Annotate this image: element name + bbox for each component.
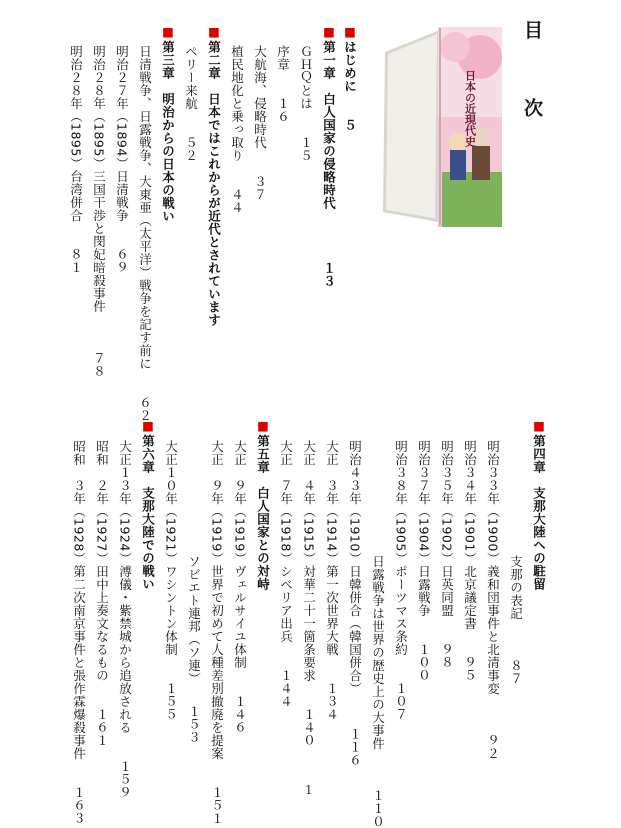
chapter-marker-icon: ■ [160,24,176,40]
toc-entry: 日露戦争は世界の歴史上の大事件 １１０ [370,555,386,828]
chapter-marker-icon: ■ [140,418,156,434]
toc-entry: 支那の表記 ８７ [508,555,524,685]
toc-entry: 大正 ９年（1919）ヴェルサイユ体制 １４６ [232,440,248,734]
toc-entry: ■第四章 支那大陸への駐留 [531,418,547,591]
toc-entry: 昭和 ３年（1928）第二次南京事件と張作霖爆殺事件 １６３ [71,440,87,825]
toc-entry: 大正 ３年（1914）第一次世界大戦 １３４ [324,440,340,721]
toc-entry: 日清戦争、日露戦争、大東亜（太平洋）戦争を記す前に ６２ [137,45,153,422]
page-title: 目 次 [521,20,543,143]
toc-entry: ■はじめに ５ [342,24,358,132]
toc-entry: 明治３３年（1900）義和団事件と北清事変 ９２ [485,440,501,760]
toc-entry: ■第六章 支那大陸での戦い [140,418,156,591]
toc-entry: 明治２８年（1895）三国干渉と閔妃暗殺事件 ７８ [91,45,107,378]
toc-entry: 明治３５年（1902）日英同盟 ９８ [439,440,455,669]
toc-entry: 大正 ９年（1919）世界で初めて人種差別撤廃を提案 １５１ [209,440,225,825]
chapter-marker-icon: ■ [206,24,222,40]
toc-entry: 明治３７年（1904）日露戦争 １００ [416,440,432,682]
toc-entry: ■第五章 白人国家との対峙 [255,418,271,591]
toc-entry: 大正１０年（1921）ワシントン体制 １５５ [163,440,179,721]
toc-entry: ＧＨＱとは １５ [298,45,314,162]
toc-entry: 大正 ７年（1918）シベリア出兵 １４４ [278,440,294,708]
toc-entry: ■第一章 白人国家の侵略時代 １３ [321,24,337,288]
chapter-marker-icon: ■ [321,24,337,40]
toc-entry: 大正 ４年（1915）対華二十一箇条要求 １４０ [301,440,317,747]
toc-entry: 明治３８年（1905）ポーツマス条約 １０７ [393,440,409,721]
book-cover-image [380,22,505,232]
toc-entry: 大正１３年（1924）溥儀・紫禁城から追放される １５９ [117,440,133,799]
toc-entry: ■第三章 明治からの日本の戦い [160,24,176,223]
chapter-marker-icon: ■ [342,24,358,40]
toc-entry: ■第二章 日本ではこれからが近代とされています [206,24,222,327]
toc-entry: ペリー来航 ５２ [183,45,199,162]
toc-entry: ソビエト連邦（ソ連） １５３ [186,555,202,744]
toc-entry: 序章 １６ [275,45,291,123]
toc-entry: 明治３４年（1901）北京議定書 ９５ [462,440,478,682]
chapter-marker-icon: ■ [531,418,547,434]
toc-entry: 明治４３年（1910）日韓併合（韓国併合） １１６ [347,440,363,767]
toc-entry: 昭和 ２年（1927）田中上奏文なるもの １６１ [94,440,110,747]
toc-entry: 明治２８年（1895）台湾併合 ８１ [68,45,84,274]
toc-entry: 植民地化と乗っ取り ４４ [229,45,245,214]
toc-entry: 大航海、侵略時代 ３７ [252,45,268,201]
page-number: 1 [305,783,313,797]
chapter-marker-icon: ■ [255,418,271,434]
toc-entry: 明治２７年（1894）日清戦争 ６９ [114,45,130,274]
cover-title: 日本の近現代史 [463,70,477,147]
